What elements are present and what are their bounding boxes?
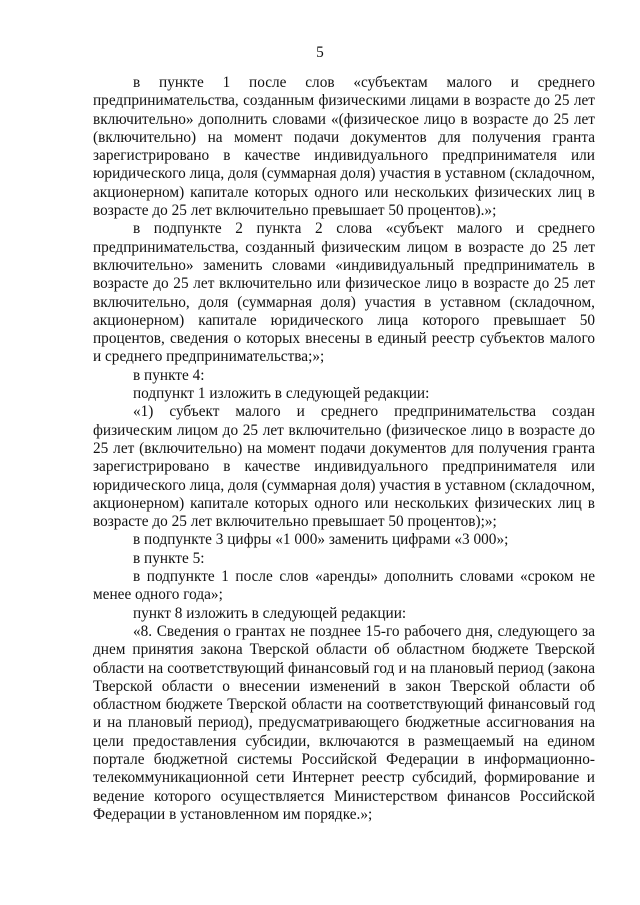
page-number: 5 xyxy=(316,44,324,61)
paragraph-subpoint-1-text: «1) субъект малого и среднего предпринимательства создан физическим лицом до 25 лет включительно (физическое лицо в возрасте до 25 лет (включительно) на момент подачи документов для получения гранта зарегистрировано в качестве индивидуального предпринимателя или юридического лица, доля (суммарная доля) участия в уставном (складочном, акционерном) капитале которых одного или нескольких физических лиц в возрасте до 25 лет включительно превышает 50 процентов);»; xyxy=(93,403,595,531)
paragraph-point-5-heading: в пункте 5: xyxy=(133,549,205,567)
paragraph-point-4-heading: в пункте 4: xyxy=(133,366,205,384)
paragraph-amend-subpoint-2-point-2: в подпункте 2 пункта 2 слова «субъект малого и среднего предпринимательства, созданный физическим лицом в возрасте до 25 лет включительно» заменить словами «индивидуальный предприниматель в возрасте до 25 лет включительно или физическое лицо в возрасте до 25 лет включительно, доля (суммарная доля) участия в уставном (складочном, акционерном) капитале юридического лица которого превышает 50 процентов, сведения о которых внесены в единый реестр субъектов малого и среднего предпринимательства;»; xyxy=(93,220,595,366)
document-body xyxy=(93,74,595,824)
paragraph-point-8-intro: пункт 8 изложить в следующей редакции: xyxy=(133,604,407,622)
paragraph-amend-point-1: в пункте 1 после слов «субъектам малого и среднего предпринимательства, созданным физическими лицами в возрасте до 25 лет включительно» дополнить словами «(физическое лицо в возрасте до 25 лет (включительно) на момент подачи документов для получения гранта зарегистрировано в качестве индивидуального предпринимателя или юридического лица, доля (суммарная доля) участия в уставном (складочном, акционерном) капитале которых одного или нескольких физических лиц в возрасте до 25 лет включительно превышает 50 процентов).»; xyxy=(93,74,595,220)
paragraph-subpoint-3-amount: в подпункте 3 цифры «1 000» заменить цифрами «3 000»; xyxy=(133,531,509,549)
paragraph-subpoint-1-intro: подпункт 1 изложить в следующей редакции: xyxy=(133,385,430,403)
paragraph-point-8-text: «8. Сведения о грантах не позднее 15-го рабочего дня, следующего за днем принятия закона Тверской области об областном бюджете Тверской области на соответствующий финансовый год и на плановый период (закона Тверской области о внесении изменений в закон Тверской области об областном бюджете Тверской области на соответствующий финансовый год и на плановый период), предусматривающего бюджетные ассигнования на цели предоставления субсидии, включаются в размещаемый на едином портале бюджетной системы Российской Федерации в информационно-телекоммуникационной сети Интернет реестр субсидий, формирование и ведение которого осуществляется Министерством финансов Российской Федерации в установленном им порядке.»; xyxy=(93,622,595,823)
paragraph-subpoint-1-rent: в подпункте 1 после слов «аренды» дополнить словами «сроком не менее одного года»; xyxy=(93,568,595,604)
